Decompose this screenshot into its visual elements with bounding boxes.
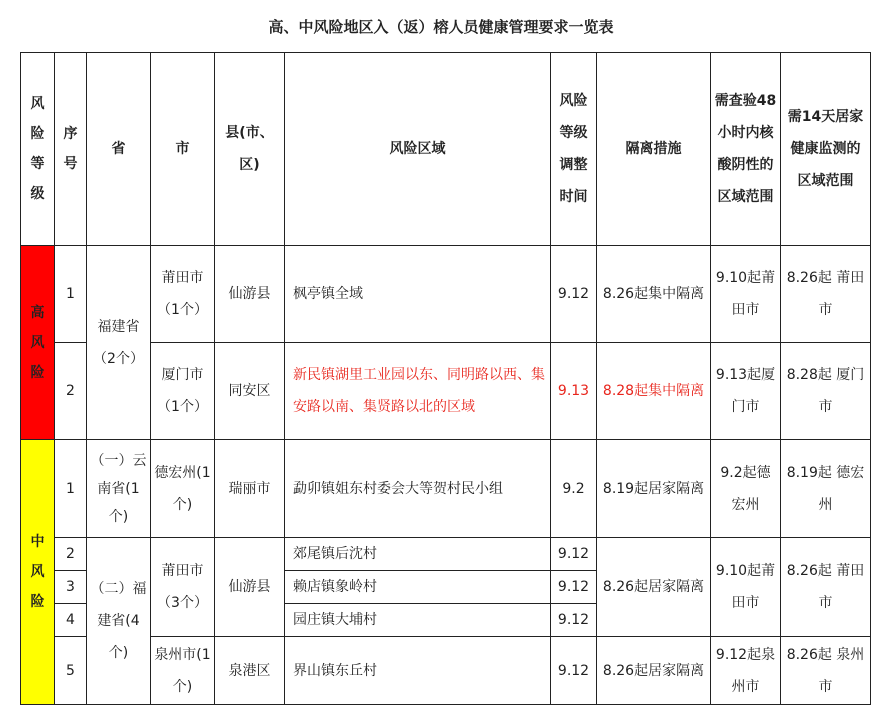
header-adjust: 风险等级调整时间 [551,53,597,246]
area-cell: 赖店镇象岭村 [285,571,551,604]
table-row [21,440,871,538]
medium-risk-level-cell: 中风险 [21,440,55,705]
header-test: 需查验48小时内核酸阴性的区域范围 [711,53,781,246]
header-isolation: 隔离措施 [597,53,711,246]
header-row [21,53,871,246]
county-cell: 同安区 [215,343,285,440]
header-monitor: 需14天居家健康监测的区域范围 [781,53,871,246]
adjust-cell: 9.2 [551,440,597,538]
area-cell: 郊尾镇后沈村 [285,538,551,571]
adjust-cell: 9.12 [551,604,597,637]
isolation-cell: 8.26起居家隔离 [597,637,711,705]
monitor-cell: 8.28起 厦门市 [781,343,871,440]
risk-table [20,52,871,705]
isolation-cell: 8.28起集中隔离 [597,343,711,440]
test-cell: 9.2起德宏州 [711,440,781,538]
header-county: 县(市、区) [215,53,285,246]
high-risk-level-cell: 高风险 [21,246,55,440]
isolation-cell: 8.19起居家隔离 [597,440,711,538]
isolation-cell: 8.26起居家隔离 [597,538,711,637]
seq-cell: 4 [55,604,87,637]
province-cell: （一）云南省(1个) [87,440,151,538]
province-cell: 福建省（2个） [87,246,151,440]
header-province: 省 [87,53,151,246]
header-city: 市 [151,53,215,246]
area-cell: 枫亭镇全域 [285,246,551,343]
area-cell: 园庄镇大埔村 [285,604,551,637]
seq-cell: 3 [55,571,87,604]
monitor-cell: 8.26起 莆田市 [781,246,871,343]
test-cell: 9.10起莆田市 [711,538,781,637]
county-cell: 泉港区 [215,637,285,705]
test-cell: 9.10起莆田市 [711,246,781,343]
page-title: 高、中风险地区入（返）榕人员健康管理要求一览表 [268,18,614,36]
header-area: 风险区域 [285,53,551,246]
adjust-cell: 9.12 [551,246,597,343]
county-cell: 仙游县 [215,246,285,343]
county-cell: 仙游县 [215,538,285,637]
city-cell: 德宏州(1个) [151,440,215,538]
table-row [21,246,871,343]
adjust-cell: 9.13 [551,343,597,440]
test-cell: 9.13起厦门市 [711,343,781,440]
adjust-cell: 9.12 [551,571,597,604]
seq-cell: 5 [55,637,87,705]
province-cell: （二）福建省(4个) [87,538,151,705]
monitor-cell: 8.26起 莆田市 [781,538,871,637]
isolation-cell: 8.26起集中隔离 [597,246,711,343]
monitor-cell: 8.19起 德宏州 [781,440,871,538]
seq-cell: 1 [55,440,87,538]
city-cell: 泉州市(1个) [151,637,215,705]
county-cell: 瑞丽市 [215,440,285,538]
test-cell: 9.12起泉州市 [711,637,781,705]
table-row [21,538,871,571]
monitor-cell: 8.26起 泉州市 [781,637,871,705]
seq-cell: 1 [55,246,87,343]
area-cell: 界山镇东丘村 [285,637,551,705]
seq-cell: 2 [55,538,87,571]
area-cell: 新民镇湖里工业园以东、同明路以西、集安路以南、集贤路以北的区域 [285,343,551,440]
area-cell: 勐卯镇姐东村委会大等贺村民小组 [285,440,551,538]
adjust-cell: 9.12 [551,538,597,571]
header-seq: 序号 [55,53,87,246]
city-cell: 莆田市（3个） [151,538,215,637]
city-cell: 莆田市（1个） [151,246,215,343]
seq-cell: 2 [55,343,87,440]
header-level: 风险等级 [21,53,55,246]
city-cell: 厦门市（1个） [151,343,215,440]
adjust-cell: 9.12 [551,637,597,705]
